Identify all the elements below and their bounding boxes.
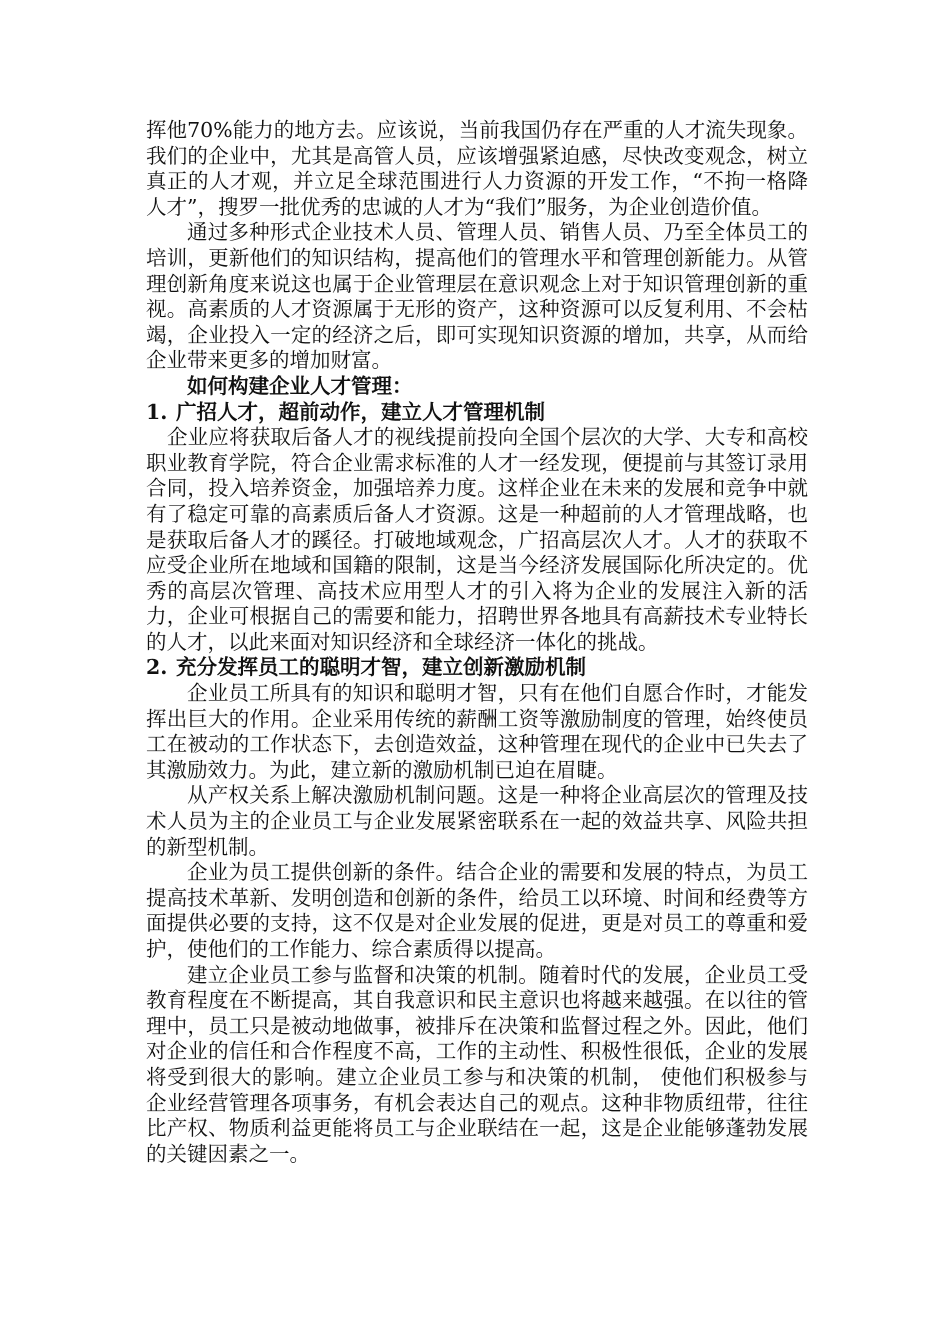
subheading-2 xyxy=(146,655,808,681)
paragraph-property-rights: 从产权关系上解决激励机制问题。这是一种将企业高层次的管理及技术人员为主的企业员工与企业发展紧密联系在一起的效益共享、风险共担的新型机制。 xyxy=(146,783,808,859)
paragraph-employee-wisdom: 企业员工所具有的知识和聪明才智，只有在他们自愿合作时，才能发挥出巨大的作用。企业采用传统的薪酬工资等激励制度的管理，始终使员工在被动的工作状态下，去创造效益，这种管理在现代的企业中已失去了其激励效力。为此，建立新的激励机制已迫在眉睫。 xyxy=(146,681,808,782)
section-heading-build-talent-management: 如何构建企业人才管理： xyxy=(187,373,413,398)
subheading-1-text: 广招人才，超前动作，建立人才管理机制 xyxy=(176,399,545,424)
paragraph-recruit-talent: 企业应将获取后备人才的视线提前投向全国个层次的大学、大专和高校职业教育学院，符合企业需求标准的人才一经发现，便提前与其签订录用合同，投入培养资金，加强培养力度。这样企业在未来的发展和竞争中就有了稳定可靠的高素质后备人才资源。这是一种超前的人才管理战略，也是获取后备人才的蹊径。打破地域观念，广招高层次人才。人才的获取不应受企业所在地域和国籍的限制，这是当今经济发展国际化所决定的。优秀的高层次管理、高技术应用型人才的引入将为企业的发展注入新的活力，企业可根据自己的需要和能力，招聘世界各地具有高薪技术专业特长的人才，以此来面对知识经济和全球经济一体化的挑战。 xyxy=(146,425,808,654)
subheading-2-text: 充分发挥员工的聪明才智，建立创新激励机制 xyxy=(176,655,586,680)
paragraph-participation-mechanism: 建立企业员工参与监督和决策的机制。随着时代的发展，企业员工受教育程度在不断提高，其自我意识和民主意识也将越来越强。在以往的管理中，员工只是被动地做事，被排斥在决策和监督过程之外。因此，他们对企业的信任和合作程度不高，工作的主动性、积极性很低，企业的发展将受到很大的影响。建立企业员工参与和决策的机制， 使他们积极参与企业经营管理各项事务，有机会表达自己的观点。这种非物质纽带，往往比产权、物质利益更能将员工与企业联结在一起，这是企业能够蓬勃发展的关键因素之一。 xyxy=(146,962,808,1166)
paragraph-talent-loss: 挥他70%能力的地方去。应该说，当前我国仍存在严重的人才流失现象。我们的企业中，尤其是高管人员，应该增强紧迫感，尽快改变观念，树立真正的人才观，并立足全球范围进行人力资源的开发工作，“不拘一格降人才”，搜罗一批优秀的忠诚的人才为“我们”服务，为企业创造价值。 xyxy=(146,118,808,219)
paragraph-staff-training: 通过多种形式企业技术人员、管理人员、销售人员、乃至全体员工的培训，更新他们的知识结构，提高他们的管理水平和管理创新能力。从管理创新角度来说这也属于企业管理层在意识观念上对于知识管理创新的重视。高素质的人才资源属于无形的资产，这种资源可以反复利用、不会枯竭，企业投入一定的经济之后，即可实现知识资源的增加，共享，从而给企业带来更多的增加财富。 xyxy=(146,220,808,373)
subheading-1-number: 1. xyxy=(146,399,168,424)
document-page xyxy=(146,118,808,1167)
subheading-2-number: 2. xyxy=(146,655,168,680)
subheading-1 xyxy=(146,400,808,426)
paragraph-innovation-conditions: 企业为员工提供创新的条件。结合企业的需要和发展的特点，为员工提高技术革新、发明创造和创新的条件，给员工以环境、时间和经费等方面提供必要的支持，这不仅是对企业发展的促进，更是对员工的尊重和爱护，使他们的工作能力、综合素质得以提高。 xyxy=(146,860,808,961)
